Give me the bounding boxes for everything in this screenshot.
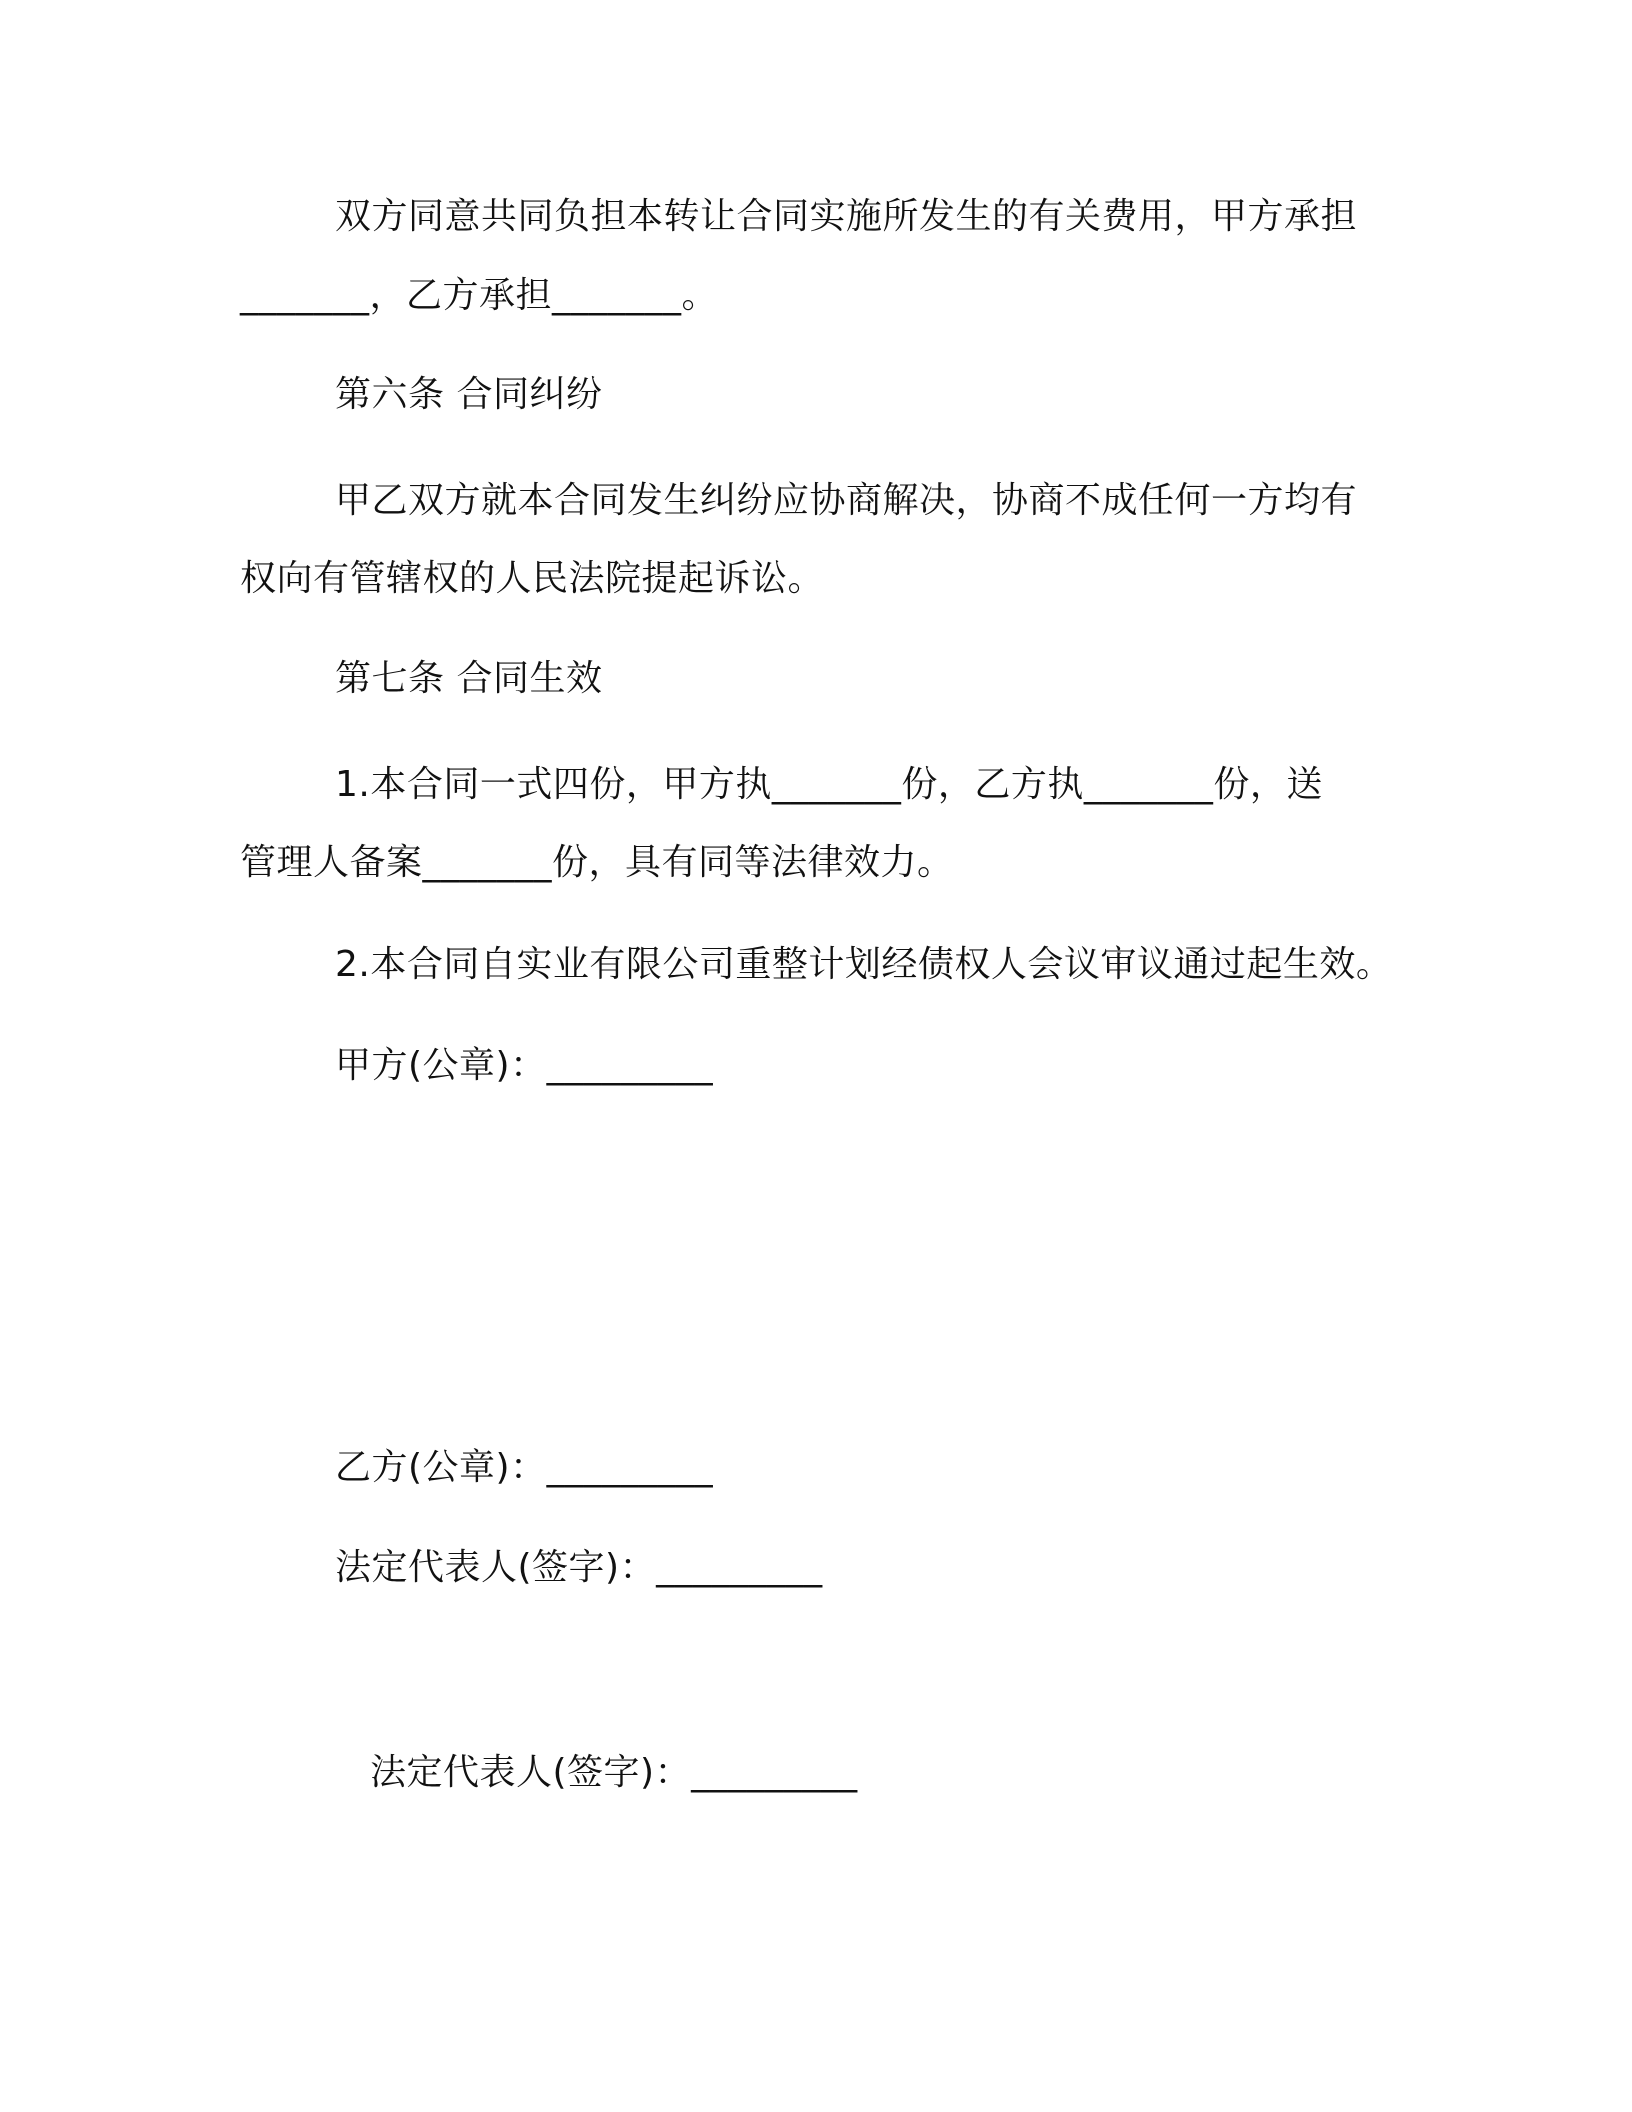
legal-representative-signature-2: 法定代表人(签字)：_________ [370,1752,858,1793]
clause-5-cost-sharing-text: 双方同意共同负担本转让合同实施所发生的有关费用，甲方承担 [335,196,1358,237]
clause-7-item-1-line-1: 1.本合同一式四份，甲方执_______份，乙方执_______份，送 [335,764,1323,805]
clause-6-heading: 第六条 合同纠纷 [335,374,603,415]
clause-6-text-line-1: 甲乙双方就本合同发生纠纷应协商解决，协商不成任何一方均有 [335,480,1358,521]
legal-representative-signature-1: 法定代表人(签字)：_________ [335,1547,823,1588]
clause-5-cost-sharing-blanks: _______，乙方承担_______。 [240,275,719,316]
clause-7-item-1-line-2: 管理人备案_______份，具有同等法律效力。 [240,842,954,883]
clause-7-item-2: 2.本合同自实业有限公司重整计划经债权人会议审议通过起生效。 [335,944,1393,985]
party-a-seal-line: 甲方(公章)：_________ [335,1045,714,1086]
clause-6-text-line-2: 权向有管辖权的人民法院提起诉讼。 [240,558,825,599]
clause-7-heading: 第七条 合同生效 [335,658,603,699]
party-b-seal-line: 乙方(公章)：_________ [335,1447,714,1488]
